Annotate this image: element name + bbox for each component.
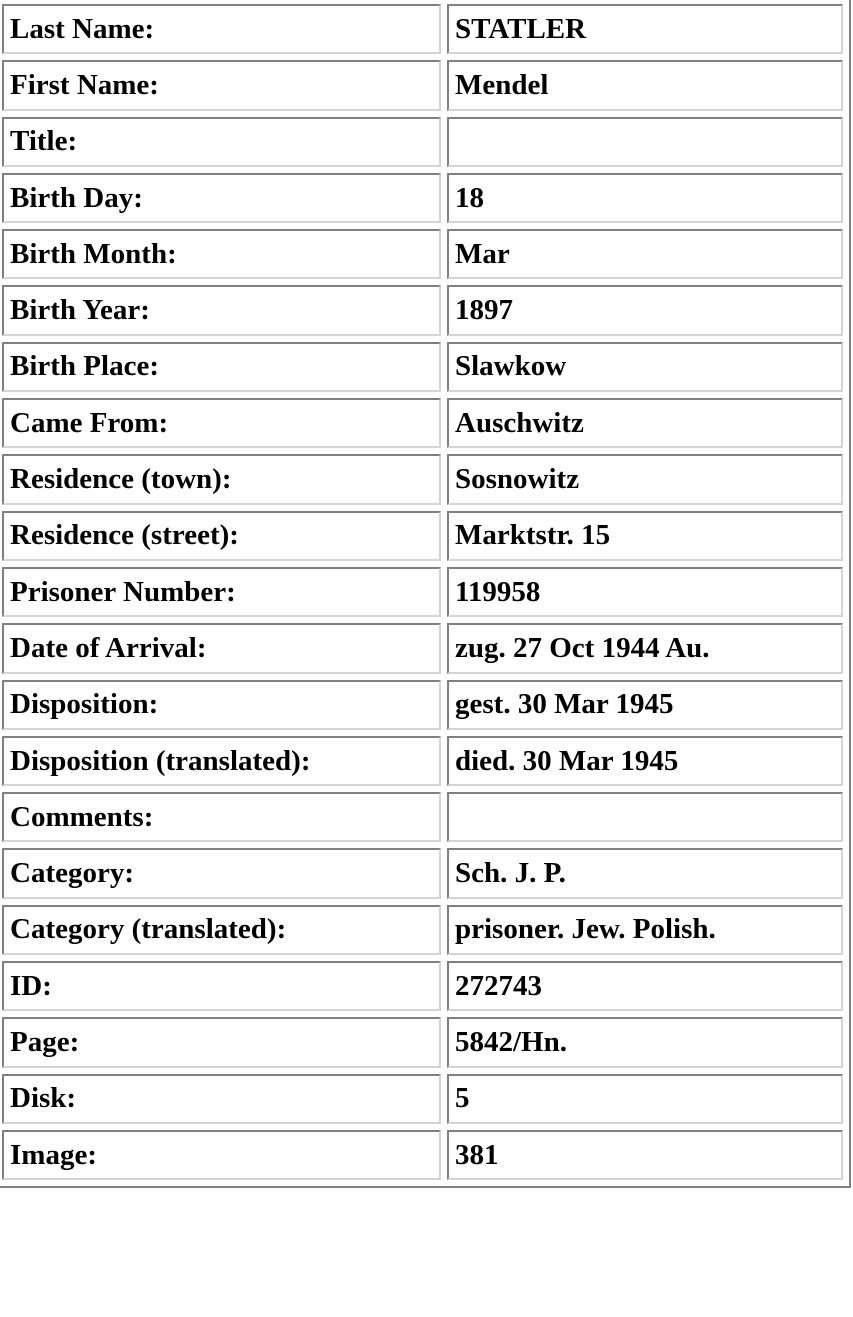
record-row-comments xyxy=(2,792,843,842)
field-label: Residence (town): xyxy=(2,454,441,504)
field-value: 272743 xyxy=(447,961,843,1011)
field-value: zug. 27 Oct 1944 Au. xyxy=(447,623,843,673)
record-row-id xyxy=(2,961,843,1011)
field-value: Sosnowitz xyxy=(447,454,843,504)
field-label: Birth Place: xyxy=(2,342,441,392)
record-row-last-name xyxy=(2,4,843,54)
field-label: Page: xyxy=(2,1017,441,1067)
field-label: Disk: xyxy=(2,1074,441,1124)
field-label: Last Name: xyxy=(2,4,441,54)
field-label: Birth Year: xyxy=(2,285,441,335)
field-label: First Name: xyxy=(2,60,441,110)
field-label: Birth Day: xyxy=(2,173,441,223)
record-row-image xyxy=(2,1130,843,1180)
record-row-category xyxy=(2,848,843,898)
field-label: Disposition (translated): xyxy=(2,736,441,786)
record-row-disposition xyxy=(2,680,843,730)
field-value: 119958 xyxy=(447,567,843,617)
field-value: Mar xyxy=(447,229,843,279)
field-value: Marktstr. 15 xyxy=(447,511,843,561)
field-label: Birth Month: xyxy=(2,229,441,279)
field-value xyxy=(447,117,843,167)
record-row-birth-year xyxy=(2,285,843,335)
record-rows xyxy=(2,4,843,1180)
field-label: Prisoner Number: xyxy=(2,567,441,617)
field-value: gest. 30 Mar 1945 xyxy=(447,680,843,730)
record-row-birth-place xyxy=(2,342,843,392)
field-label: Category: xyxy=(2,848,441,898)
field-value xyxy=(447,792,843,842)
field-value: STATLER xyxy=(447,4,843,54)
record-row-residence-town xyxy=(2,454,843,504)
field-value: 5 xyxy=(447,1074,843,1124)
record-row-title xyxy=(2,117,843,167)
field-value: Slawkow xyxy=(447,342,843,392)
field-label: Disposition: xyxy=(2,680,441,730)
field-label: Comments: xyxy=(2,792,441,842)
field-value: 18 xyxy=(447,173,843,223)
record-row-residence-street xyxy=(2,511,843,561)
field-value: 381 xyxy=(447,1130,843,1180)
field-label: Came From: xyxy=(2,398,441,448)
field-value: Sch. J. P. xyxy=(447,848,843,898)
field-value: Auschwitz xyxy=(447,398,843,448)
field-value: Mendel xyxy=(447,60,843,110)
record-row-disposition-translated xyxy=(2,736,843,786)
record-row-disk xyxy=(2,1074,843,1124)
record-row-prisoner-number xyxy=(2,567,843,617)
field-value: prisoner. Jew. Polish. xyxy=(447,905,843,955)
record-row-page xyxy=(2,1017,843,1067)
record-row-birth-month xyxy=(2,229,843,279)
record-row-came-from xyxy=(2,398,843,448)
field-value: died. 30 Mar 1945 xyxy=(447,736,843,786)
record-row-date-of-arrival xyxy=(2,623,843,673)
field-label: ID: xyxy=(2,961,441,1011)
record-row-first-name xyxy=(2,60,843,110)
field-label: Residence (street): xyxy=(2,511,441,561)
field-label: Date of Arrival: xyxy=(2,623,441,673)
record-row-birth-day xyxy=(2,173,843,223)
field-value: 5842/Hn. xyxy=(447,1017,843,1067)
field-value: 1897 xyxy=(447,285,843,335)
record-row-category-translated xyxy=(2,905,843,955)
field-label: Image: xyxy=(2,1130,441,1180)
field-label: Title: xyxy=(2,117,441,167)
field-label: Category (translated): xyxy=(2,905,441,955)
